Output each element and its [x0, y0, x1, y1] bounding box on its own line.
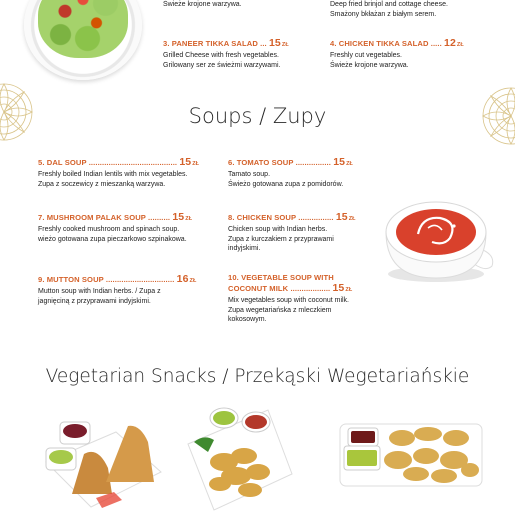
item-dots: ................ — [296, 213, 336, 222]
item-title-cont: COCONUT MILK — [228, 284, 289, 293]
item-price: 16 — [176, 273, 189, 285]
menu-item-chicken-soup — [228, 211, 356, 254]
item-title: 3. PANEER TIKKA SALAD — [163, 39, 258, 48]
menu-item-chicken-tikka-salad — [330, 37, 464, 70]
menu-item-mutton-soup — [38, 273, 196, 306]
pakora-plate-image — [184, 404, 296, 514]
menu-item-dal-soup — [38, 156, 199, 189]
item-title: 10. VEGETABLE SOUP WITH — [228, 273, 334, 282]
item-desc: Zupa wegetariańska z mleczkiem — [228, 306, 332, 314]
salad-image — [38, 0, 128, 58]
item-currency: ZŁ — [456, 42, 464, 48]
item-desc: Świeżo gotowana zupa z pomidorów. — [228, 180, 344, 188]
item-desc: Freshly cut vegetables. — [330, 52, 402, 59]
item-currency: ZŁ — [185, 216, 193, 222]
item-desc: Freshly boiled Indian lentils with mix vegetables. — [38, 171, 188, 178]
item-price: 15 — [332, 282, 345, 294]
item-dots: ................ — [293, 158, 334, 167]
item-desc: Mutton soup with Indian herbs. / Zupa z — [38, 288, 161, 295]
item-title: 9. MUTTON SOUP — [38, 275, 104, 284]
section-heading-vegetarian-snacks: Vegetarian Snacks / Przekąski Wegetariańskie — [45, 366, 470, 387]
item-title: 7. MUSHROOM PALAK SOUP — [38, 213, 146, 222]
menu-item-vegetable-coconut-soup — [228, 273, 352, 325]
item-currency: ZŁ — [346, 161, 353, 167]
item-desc: kokosowym. — [228, 316, 267, 324]
item-desc: Świeże krojone warzywa. — [330, 61, 409, 69]
item-dots: .................. — [288, 284, 333, 293]
tomato-soup-bowl-image — [378, 188, 496, 288]
item-dots: ..... — [428, 39, 444, 48]
item-desc: Grilled Cheese with fresh vegetables. — [163, 52, 279, 59]
section-heading-soups: Soups / Zupy — [188, 104, 327, 128]
item-desc: wieżo gotowana zupa pieczarkowo szpinakowa. — [38, 235, 187, 243]
item-price: 12 — [444, 37, 456, 49]
item-currency: ZŁ — [192, 161, 200, 167]
item-desc: Tamato soup. — [228, 171, 271, 178]
item-dots: ... — [257, 39, 269, 48]
item-currency: ZŁ — [345, 287, 353, 293]
item-desc: jagnięciną z przyprawami indyjskimi. — [38, 297, 151, 305]
menu-item-tomato-soup — [228, 156, 353, 189]
item-desc: Chicken soup with Indian herbs. — [228, 226, 328, 233]
samosa-plate-image — [36, 412, 166, 512]
item-desc: Deep fried brinjol and cottage cheese. — [330, 1, 448, 8]
pakora-tray-image — [336, 416, 486, 496]
menu-item-mushroom-palak-soup — [38, 211, 192, 244]
item-dots: .......... — [145, 213, 173, 222]
item-desc: Zupa z soczewicy z mieszanką warzywa. — [38, 180, 166, 188]
item-desc: Freshly cooked mushroom and spinach soup. — [38, 226, 180, 233]
item-dots: ............................... — [103, 275, 177, 284]
item-desc: Świeże krojone warzywa. — [163, 1, 242, 8]
item-desc: Grilowany ser ze świeżmi warzywami. — [163, 61, 281, 69]
item-currency: ZŁ — [189, 278, 197, 284]
salad-partial-right — [330, 0, 448, 19]
item-desc: indyjskimi. — [228, 245, 261, 253]
item-desc: Zupa z kurczakiem z przyprawami — [228, 235, 334, 243]
item-dots: ........................................ — [86, 158, 180, 167]
item-currency: ZŁ — [348, 216, 356, 222]
item-title: 5. DAL SOUP — [38, 158, 87, 167]
item-title: 4. CHICKEN TIKKA SALAD — [330, 39, 429, 48]
item-title: 8. CHICKEN SOUP — [228, 213, 297, 222]
item-title: 6. TOMATO SOUP — [228, 158, 294, 167]
item-price: 15 — [172, 211, 185, 223]
item-desc: Smażony bkłażan z białym serem. — [330, 10, 437, 18]
item-price: 15 — [179, 156, 192, 168]
item-price: 15 — [333, 156, 346, 168]
item-currency: ZŁ — [281, 42, 289, 48]
item-price: 15 — [268, 37, 281, 49]
item-desc: Mix vegetables soup with coconut milk. — [228, 297, 349, 304]
salad-2-partial — [163, 0, 242, 10]
item-price: 15 — [335, 211, 348, 223]
menu-item-paneer-tikka-salad — [163, 37, 289, 70]
